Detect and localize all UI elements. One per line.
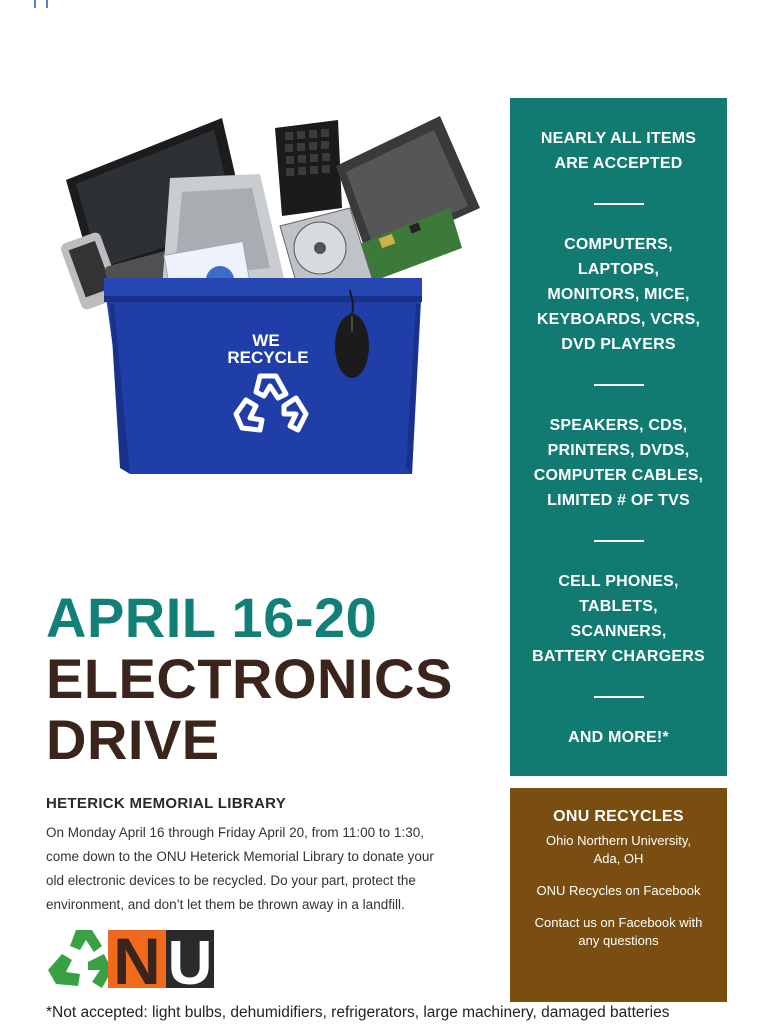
onu-logo [46, 926, 216, 992]
logo-letter-u: U [167, 929, 213, 992]
accepted-heading [516, 126, 721, 176]
accepted-heading-line: ARE ACCEPTED [554, 155, 683, 172]
contact-note-line: Contact us on Facebook with [534, 915, 703, 930]
accepted-group-computers [516, 232, 721, 357]
accepted-item: SCANNERS, [570, 623, 667, 640]
event-description [46, 821, 501, 917]
event-title [46, 648, 453, 770]
keyboard-image [275, 120, 342, 216]
accepted-item: SPEAKERS, CDS, [549, 417, 688, 434]
event-title-line: DRIVE [46, 708, 220, 771]
accepted-item: KEYBOARDS, VCRS, [536, 311, 701, 328]
divider [594, 384, 644, 386]
contact-title: ONU RECYCLES [553, 808, 684, 825]
contact-panel [510, 788, 727, 1002]
description-line: come down to the ONU Heterick Memorial Library to donate your [46, 849, 434, 864]
event-dates: APRIL 16-20 [46, 586, 378, 649]
accepted-item: COMPUTERS, [564, 236, 673, 253]
description-line: old electronic devices to be recycled. Do your part, protect the [46, 873, 416, 888]
accepted-group-phones [516, 569, 721, 669]
event-title-line: ELECTRONICS [46, 647, 453, 710]
accepted-group-speakers [516, 413, 721, 513]
not-accepted-footnote: *Not accepted: light bulbs, dehumidifiers, refrigerators, large machinery, damaged batteries [46, 1004, 670, 1021]
facebook-link[interactable]: ONU Recycles on Facebook [536, 883, 701, 898]
accepted-item: COMPUTER CABLES, [533, 467, 704, 484]
contact-place: Ada, OH [593, 851, 644, 866]
accepted-items-panel [510, 98, 727, 776]
accepted-item: PRINTERS, DVDS, [547, 442, 690, 459]
divider [594, 696, 644, 698]
top-edge-mark [34, 0, 48, 8]
accepted-item: DVD PLAYERS [561, 336, 676, 353]
bin-text-recycle: RECYCLE [227, 348, 309, 367]
divider [594, 203, 644, 205]
accepted-group-more [516, 725, 721, 750]
contact-note-line: any questions [578, 933, 659, 948]
location-heading: HETERICK MEMORIAL LIBRARY [46, 795, 286, 812]
recycle-logo-icon [48, 930, 112, 988]
accepted-item: LIMITED # OF TVS [547, 492, 690, 509]
contact-org: Ohio Northern University, [546, 833, 691, 848]
description-line: On Monday April 16 through Friday April 20, from 11:00 to 1:30, [46, 825, 424, 840]
contact-note [522, 914, 715, 950]
logo-letter-n: N [113, 926, 161, 992]
accepted-item: LAPTOPS, [577, 261, 660, 278]
description-line: environment, and don’t let them be thrown away in a landfill. [46, 897, 405, 912]
accepted-item: AND MORE!* [568, 729, 669, 746]
accepted-item: CELL PHONES, [558, 573, 679, 590]
divider [594, 540, 644, 542]
accepted-heading-line: NEARLY ALL ITEMS [540, 130, 697, 147]
accepted-item: BATTERY CHARGERS [532, 648, 705, 665]
bin-text-we: WE [252, 331, 280, 350]
accepted-item: TABLETS, [579, 598, 658, 615]
accepted-item: MONITORS, MICE, [547, 286, 690, 303]
recycle-bin-illustration [50, 108, 500, 488]
